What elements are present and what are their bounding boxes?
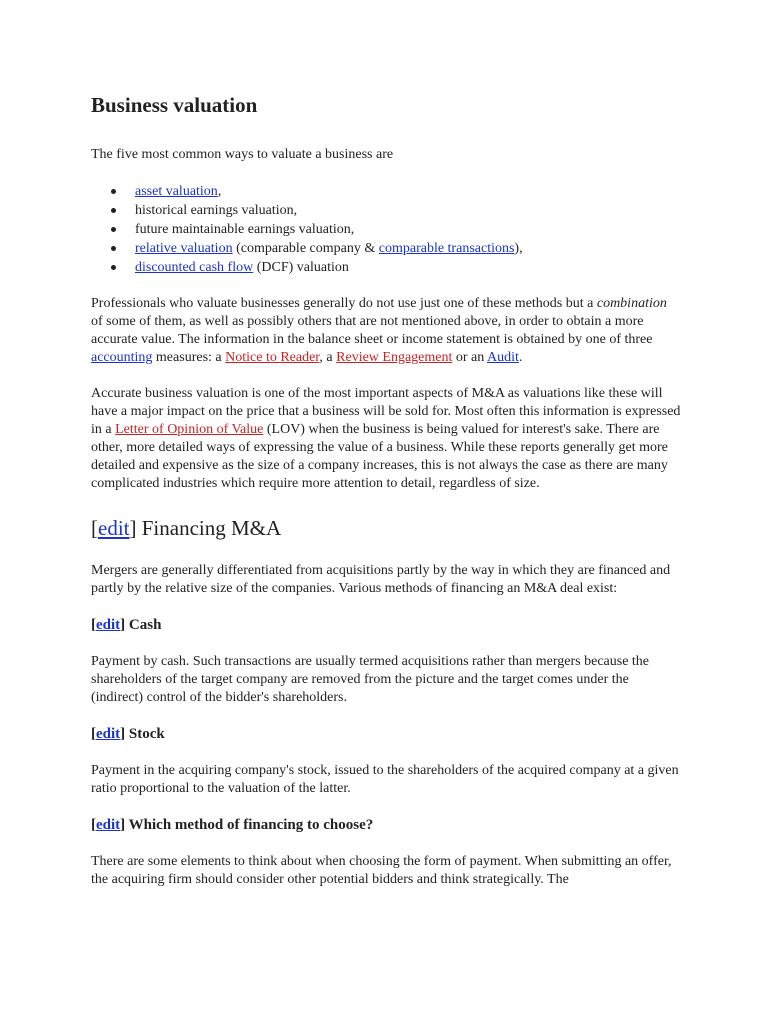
list-item bbox=[135, 201, 681, 220]
valuation-methods-list bbox=[91, 182, 681, 277]
heading-financing bbox=[91, 515, 681, 541]
text-run: Accurate business valuation is one of the most important aspects of M&A as valuations like these will have a major impact on the price that a business will be sold for. Most often this information is expressed in a bbox=[91, 386, 681, 437]
list-item-text: historical earnings valuation, bbox=[135, 203, 298, 218]
link-notice-to-reader[interactable]: Notice to Reader bbox=[225, 350, 320, 365]
bracket-close: ] bbox=[120, 726, 126, 742]
edit-link-financing[interactable]: edit bbox=[98, 516, 130, 540]
link-comparable-transactions[interactable]: comparable transactions bbox=[378, 241, 515, 256]
link-asset-valuation[interactable]: asset valuation bbox=[135, 184, 218, 199]
list-item bbox=[135, 220, 681, 239]
bracket-open: [ bbox=[91, 617, 96, 633]
text-run: or an bbox=[452, 350, 487, 365]
heading-text: Financing M&A bbox=[136, 516, 282, 540]
heading-text: Which method of financing to choose? bbox=[125, 817, 374, 833]
bracket-open: [ bbox=[91, 516, 98, 540]
list-item-text: ), bbox=[514, 241, 523, 256]
edit-link-which-method[interactable]: edit bbox=[96, 817, 121, 833]
bracket-close: ] bbox=[120, 817, 126, 833]
heading-cash bbox=[91, 616, 681, 634]
paragraph-professionals bbox=[91, 295, 681, 367]
bracket-close: ] bbox=[120, 617, 126, 633]
bracket-open: [ bbox=[91, 726, 96, 742]
text-run: Professionals who valuate businesses generally do not use just one of these methods but a bbox=[91, 296, 597, 311]
edit-link-stock[interactable]: edit bbox=[96, 726, 121, 742]
intro-text: The five most common ways to valuate a business are bbox=[91, 147, 394, 162]
heading-text: Stock bbox=[125, 726, 165, 742]
bracket-open: [ bbox=[91, 817, 96, 833]
link-letter-of-opinion[interactable]: Letter of Opinion of Value bbox=[115, 422, 264, 437]
heading-text: Cash bbox=[125, 617, 162, 633]
link-discounted-cash-flow[interactable]: discounted cash flow bbox=[135, 260, 254, 275]
article-content bbox=[91, 92, 681, 889]
text-run: measures: a bbox=[152, 350, 226, 365]
list-item bbox=[135, 258, 681, 277]
emphasis-text: combination bbox=[596, 296, 667, 311]
paragraph-cash: Payment by cash. Such transactions are usually termed acquisitions rather than mergers because the shareholders of the target company are removed from the picture and the target comes under the (indirect) control of the bidder's shareholders. bbox=[91, 654, 650, 705]
list-item-text: (comparable company & bbox=[232, 241, 379, 256]
link-audit[interactable]: Audit bbox=[487, 350, 519, 365]
paragraph-which-method: There are some elements to think about when choosing the form of payment. When submitting an offer, the acquiring firm should consider other potential bidders and think strategically. The bbox=[91, 854, 672, 887]
list-item-text: future maintainable earnings valuation, bbox=[135, 222, 355, 237]
list-item-text: , bbox=[217, 184, 222, 199]
link-review-engagement[interactable]: Review Engagement bbox=[336, 350, 453, 365]
text-run: (LOV) when the business is being valued for interest's sake. There are other, more detailed ways of expressing the value of a business. While these reports generally get more detailed and expensive as the size of a company increases, this is not always the case as there are many complicated industries which require more attention to detail, regardless of size. bbox=[91, 422, 668, 491]
paragraph-stock: Payment in the acquiring company's stock, issued to the shareholders of the acquired company at a given ratio proportional to the valuation of the latter. bbox=[91, 763, 679, 796]
bracket-close: ] bbox=[129, 516, 137, 540]
heading-which-method bbox=[91, 816, 681, 834]
list-item-text: (DCF) valuation bbox=[253, 260, 349, 275]
page-title: Business valuation bbox=[91, 93, 258, 117]
paragraph-accurate-valuation bbox=[91, 385, 681, 493]
text-run: , a bbox=[319, 350, 337, 365]
heading-stock bbox=[91, 725, 681, 743]
text-run: . bbox=[518, 350, 523, 365]
link-accounting[interactable]: accounting bbox=[91, 350, 153, 365]
list-item bbox=[135, 239, 681, 258]
paragraph-financing: Mergers are generally differentiated from acquisitions partly by the way in which they are financed and partly by the relative size of the companies. Various methods of financing an M&A deal exist: bbox=[91, 563, 671, 596]
link-relative-valuation[interactable]: relative valuation bbox=[135, 241, 233, 256]
list-item bbox=[135, 182, 681, 201]
edit-link-cash[interactable]: edit bbox=[96, 617, 121, 633]
text-run: of some of them, as well as possibly others that are not mentioned above, in order to obtain a more accurate value. The information in the balance sheet or income statement is obtained by one of three bbox=[91, 314, 653, 347]
